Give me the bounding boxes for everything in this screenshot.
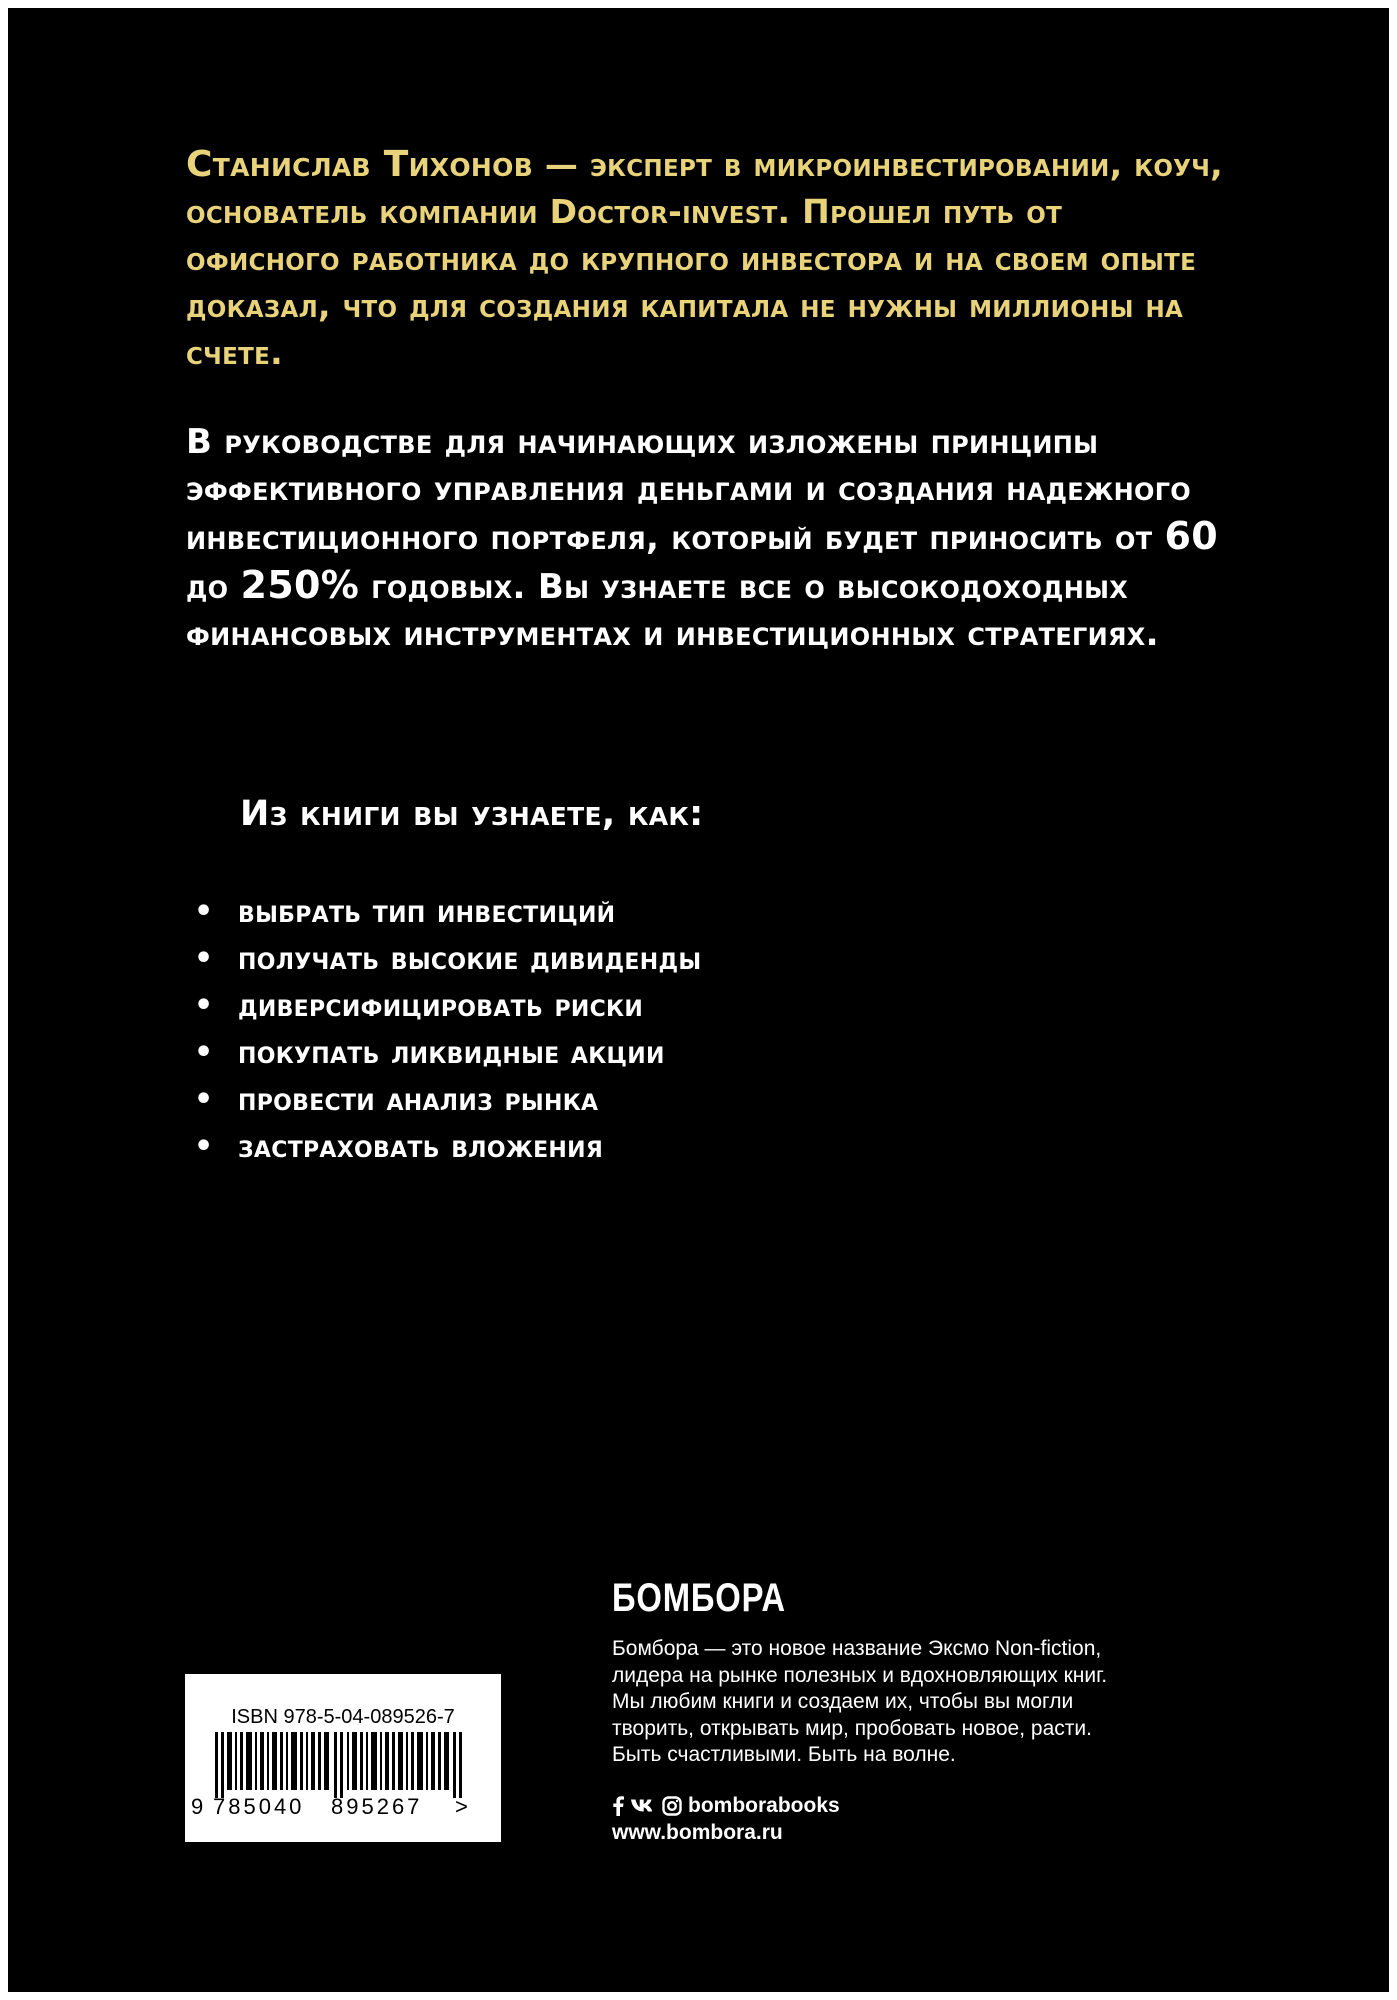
- barcode-digit-group: 895267: [331, 1794, 423, 1819]
- barcode-digit-group: 9: [191, 1794, 204, 1819]
- social-links: [612, 1794, 840, 1818]
- publisher-line: Быть счастливыми. Быть на волне.: [612, 1743, 956, 1766]
- bullet-icon: •: [194, 941, 214, 976]
- author-bio: [186, 141, 1226, 376]
- list-item-label: провести анализ рынка: [238, 1080, 599, 1118]
- bullet-icon: •: [194, 988, 214, 1023]
- list-item-label: застраховать вложения: [238, 1127, 604, 1165]
- list-item-label: покупать ликвидные акции: [238, 1033, 665, 1071]
- barcode-icon: [199, 1732, 489, 1798]
- instagram-icon[interactable]: [662, 1796, 682, 1816]
- barcode-digit-group: >: [455, 1794, 468, 1819]
- learn-list: [186, 888, 701, 1170]
- social-handle[interactable]: bomborabooks: [688, 1794, 840, 1817]
- publisher-description: [612, 1636, 1252, 1769]
- list-item: [186, 935, 701, 982]
- list-item-label: получать высокие дивиденды: [238, 939, 702, 977]
- description-number: 250%: [240, 563, 360, 607]
- bullet-icon: •: [194, 1129, 214, 1164]
- list-item: [186, 982, 701, 1029]
- description-text: В руководстве для начинающих изложены принципы эффективного управления деньгами и создания надежного инвестиционного портфеля, который будет приносить от: [186, 422, 1192, 558]
- publisher-line: Бомбора — это новое название Эксмо Non-fiction,: [612, 1637, 1102, 1660]
- facebook-icon[interactable]: [612, 1796, 624, 1816]
- list-item: [186, 1123, 701, 1170]
- barcode-digits: [191, 1794, 491, 1820]
- list-item: [186, 888, 701, 935]
- author-bio-text: — эксперт в микроинвестировании, коуч, основатель компании Doctor-invest. Прошел путь от офисного работника до крупного инвестора и на своем опыте доказал, что для создания капитала не нужны миллионы на счете.: [186, 145, 1223, 372]
- book-description: [186, 419, 1246, 658]
- back-cover: [8, 8, 1389, 1992]
- author-name: Станислав Тихонов: [186, 144, 534, 185]
- description-text: до: [186, 567, 241, 607]
- list-item-label: выбрать тип инвестиций: [238, 892, 616, 930]
- publisher-line: творить, открывать мир, пробовать новое, расти.: [612, 1716, 1092, 1740]
- publisher-line: Мы любим книги и создаем их, чтобы вы могли: [612, 1690, 1074, 1713]
- bullet-icon: •: [194, 1082, 214, 1117]
- description-number: 60: [1164, 514, 1218, 558]
- list-item-label: диверсифицировать риски: [238, 986, 644, 1024]
- isbn-barcode-box: [185, 1674, 501, 1842]
- bullet-icon: •: [194, 1035, 214, 1070]
- description-text: годовых. Вы узнаете все о высокодоходных финансовых инструментах и инвестиционных стратегиях.: [186, 567, 1159, 654]
- publisher-logo: БОМБОРА: [612, 1576, 786, 1620]
- publisher-line: лидера на рынке полезных и вдохновляющих книг.: [612, 1663, 1108, 1687]
- list-item: [186, 1029, 701, 1076]
- barcode-digit-group: 785040: [213, 1794, 305, 1819]
- vk-icon[interactable]: [630, 1798, 656, 1814]
- list-item: [186, 1076, 701, 1123]
- isbn-label: ISBN 978-5-04-089526-7: [231, 1706, 455, 1728]
- bullet-icon: •: [194, 894, 214, 929]
- website-link[interactable]: www.bombora.ru: [612, 1821, 783, 1844]
- learn-title: Из книги вы узнаете, как:: [240, 794, 704, 834]
